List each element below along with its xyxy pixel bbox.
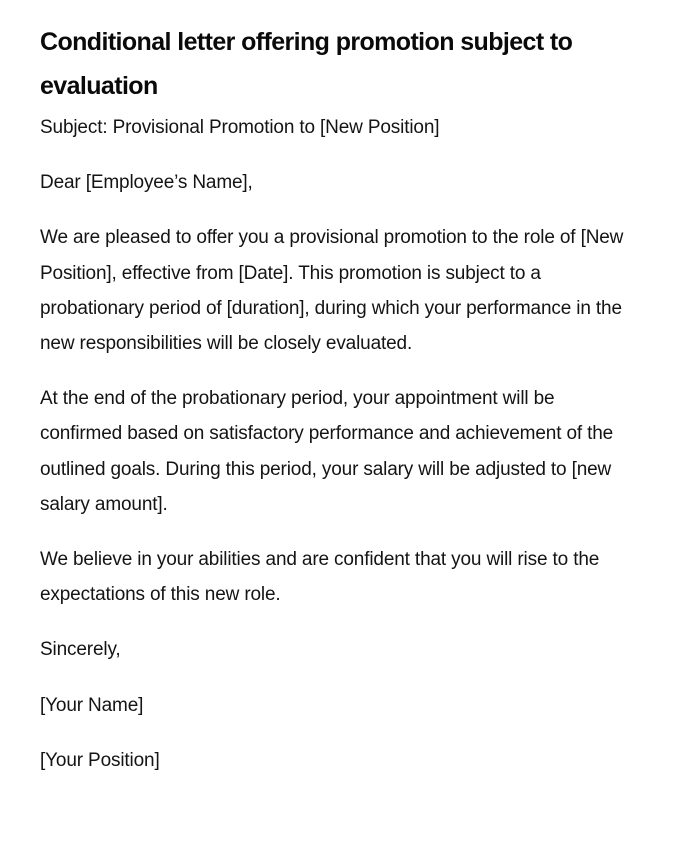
body-paragraph-3: We believe in your abilities and are confident that you will rise to the expectations of this new role.	[40, 549, 600, 606]
subject-line: Subject: Provisional Promotion to [New Position]	[40, 117, 440, 138]
signature-name: [Your Name]	[40, 694, 144, 716]
salutation: Dear [Employee’s Name],	[40, 172, 253, 194]
signature-position: [Your Position]	[40, 749, 160, 771]
document-title: Conditional letter offering promotion subject to evaluation	[40, 28, 573, 100]
body-paragraph-1: We are pleased to offer you a provisional promotion to the role of [New Position], effective from [Date]. This promotion is subject to a probationary period of [duration], during which your performance in the new responsibilities will be closely evaluated.	[40, 227, 624, 355]
body-paragraph-2: At the end of the probationary period, your appointment will be confirmed based on satisfactory performance and achievement of the outlined goals. During this period, your salary will be adjusted to [new salary amount].	[40, 388, 614, 515]
closing: Sincerely,	[40, 639, 121, 661]
